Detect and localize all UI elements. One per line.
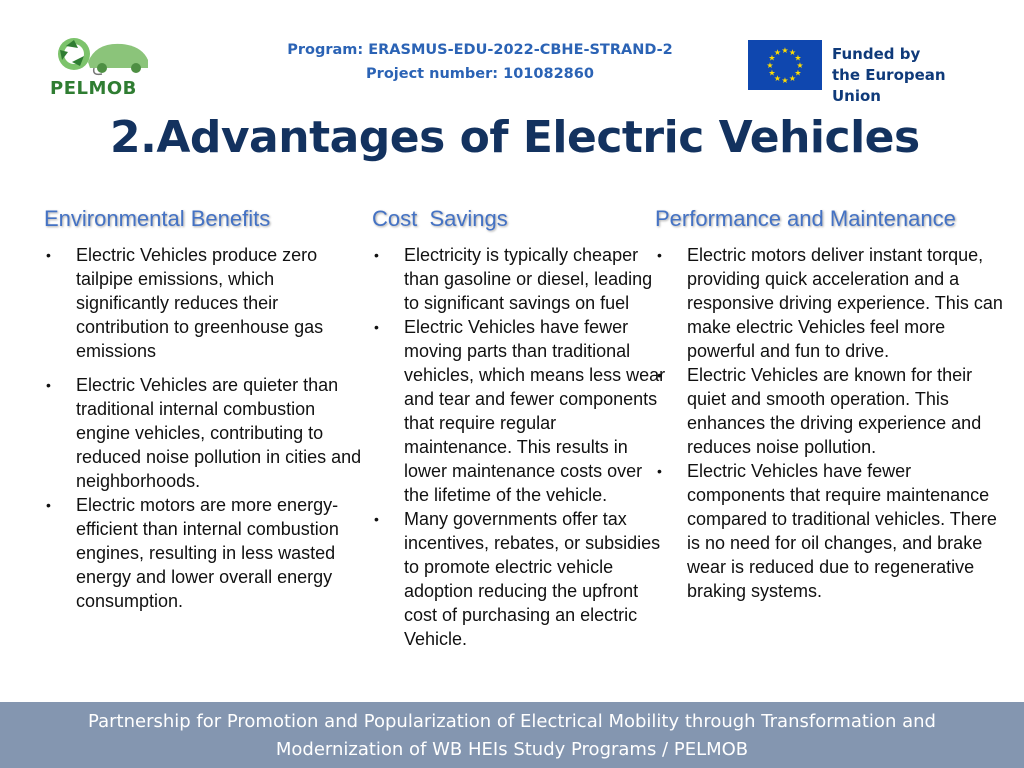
eu-star: ★ (796, 61, 804, 70)
eu-star: ★ (794, 53, 802, 63)
eu-star: ★ (788, 48, 797, 57)
bullet-list (44, 243, 362, 613)
column-performance-maintenance (655, 205, 1009, 603)
project-number-line: Project number: 101082860 (366, 66, 594, 82)
eu-star: ★ (781, 46, 789, 55)
eu-star: ★ (768, 68, 776, 78)
eu-flag-icon (748, 40, 822, 90)
slide-title: 2.Advantages of Electric Vehicles (110, 112, 920, 163)
eu-union-line: the European Union (832, 66, 946, 105)
eu-star: ★ (794, 68, 802, 78)
bullet-item: • Electric Vehicles are quieter than traditional internal combustion engine vehicles, contributing to reduced noise pollution in cities and neighborhoods. (44, 373, 362, 493)
logo-wordmark: PELMOB (50, 78, 137, 99)
bullet-list (655, 243, 1009, 603)
bullet-item: • Electricity is typically cheaper than gasoline or diesel, leading to significant savings on fuel (372, 243, 668, 315)
bullet-item: • Electric Vehicles produce zero tailpipe emissions, which significantly reduces their contribution to greenhouse gas emissions (44, 243, 362, 363)
bullet-item: • Electric motors are more energy-efficient than internal combustion engines, resulting in less wasted energy and lower overall energy consumption. (44, 493, 362, 613)
eu-star: ★ (788, 74, 797, 83)
eu-star: ★ (781, 76, 789, 85)
eu-star: ★ (773, 48, 782, 57)
footer-line-2: Modernization of WB HEIs Study Programs / PELMOB (275, 739, 749, 760)
footer-banner (0, 702, 1024, 768)
bullet-item: • Electric Vehicles have fewer components that require maintenance compared to traditional vehicles. There is no need for oil changes, and brake wear is reduced due to regenerative braking systems. (655, 459, 1009, 603)
bullet-item: • Many governments offer tax incentives, rebates, or subsidies to promote electric vehicle adoption reducing the upfront cost of purchasing an electric Vehicle. (372, 507, 668, 651)
program-line: Program: ERASMUS-EDU-2022-CBHE-STRAND-2 (287, 42, 673, 58)
column-heading: Environmental Benefits (44, 206, 271, 231)
footer-line-1: Partnership for Promotion and Popularization of Electrical Mobility through Transformation and (88, 711, 936, 732)
pelmob-logo (44, 30, 156, 102)
eu-funding-text (832, 44, 998, 107)
eu-star: ★ (773, 74, 782, 83)
column-environmental-benefits (44, 205, 362, 613)
eu-star: ★ (766, 61, 774, 70)
bullet-item: • Electric Vehicles have fewer moving parts than traditional vehicles, which means less wear and tear and fewer components that require regular maintenance. This results in lower maintenance costs over the lifetime of the vehicle. (372, 315, 668, 507)
column-heading: Performance and Maintenance (655, 206, 956, 231)
bullet-item: • Electric motors deliver instant torque, providing quick acceleration and a responsive driving experience. This can make electric Vehicles feel more powerful and fun to drive. (655, 243, 1009, 363)
eu-funded-line: Funded by (832, 45, 921, 63)
eu-funding-badge (748, 40, 998, 105)
column-cost-savings (372, 205, 668, 651)
eu-star: ★ (768, 53, 776, 63)
column-heading: Cost Savings (372, 206, 508, 231)
bullet-list (372, 243, 668, 651)
bullet-item: • Electric Vehicles are known for their quiet and smooth operation. This enhances the driving experience and reduces noise pollution. (655, 363, 1009, 459)
program-info (240, 38, 720, 86)
